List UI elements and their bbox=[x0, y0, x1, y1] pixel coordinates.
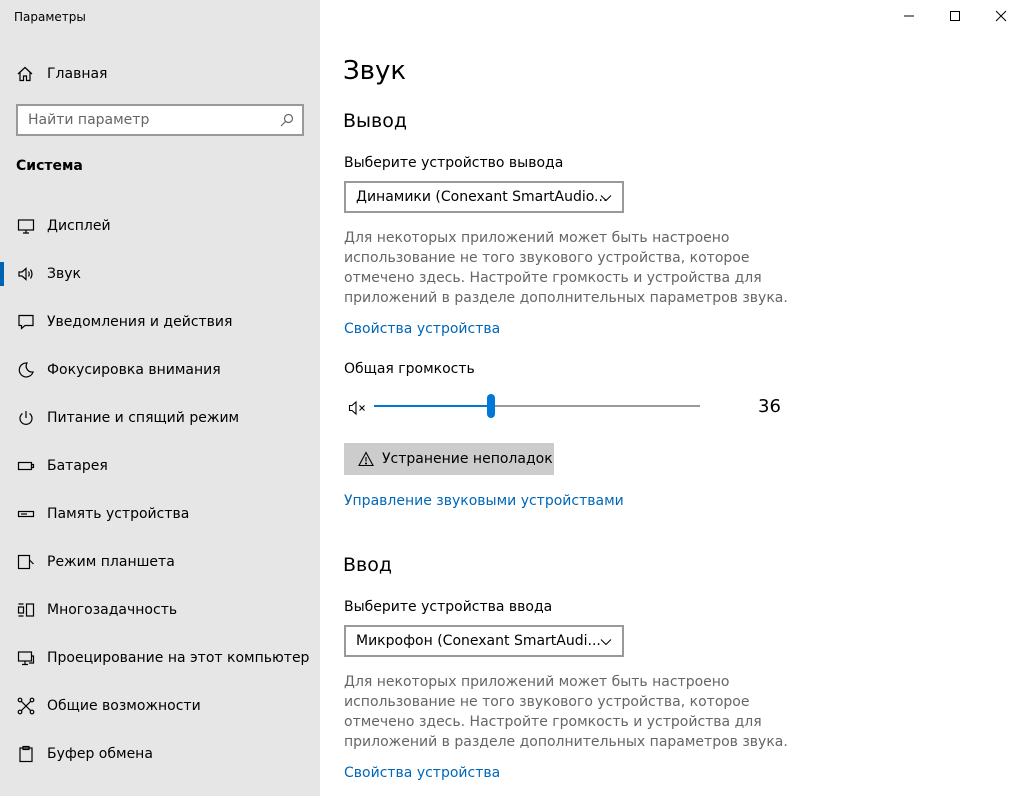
search-input[interactable] bbox=[18, 107, 268, 133]
output-device-dropdown[interactable] bbox=[344, 181, 624, 213]
volume-slider-fill bbox=[374, 405, 491, 407]
input-device-label: Выберите устройства ввода bbox=[344, 599, 553, 615]
sidebar-item-power[interactable] bbox=[0, 394, 320, 442]
sidebar-item-projecting[interactable] bbox=[0, 634, 320, 682]
multitasking-icon bbox=[17, 601, 35, 619]
sidebar-item-label: Проецирование на этот компьютер bbox=[47, 650, 310, 666]
sidebar-item-label: Память устройства bbox=[47, 506, 190, 522]
home-icon bbox=[16, 65, 34, 83]
sidebar-item-label: Режим планшета bbox=[47, 554, 175, 570]
page-title: Звук bbox=[343, 56, 407, 86]
search-box[interactable] bbox=[16, 104, 304, 136]
output-description: Для некоторых приложений может быть настроено использование не того звукового устройства, которое отмечено здесь. Настройте громкость и устройства для приложений в разделе дополнительных параметров звука. bbox=[344, 230, 788, 306]
volume-slider[interactable] bbox=[374, 394, 700, 420]
input-device-value: Микрофон (Conexant SmartAudi... bbox=[356, 633, 601, 649]
sidebar-item-storage[interactable] bbox=[0, 490, 320, 538]
sidebar-item-label: Общие возможности bbox=[47, 698, 201, 714]
sidebar-item-label: Фокусировка внимания bbox=[47, 362, 221, 378]
projecting-icon bbox=[17, 649, 35, 667]
sound-icon bbox=[17, 265, 35, 283]
app-title: Параметры bbox=[14, 10, 86, 24]
input-device-properties-link[interactable]: Свойства устройства bbox=[344, 765, 501, 781]
volume-label: Общая громкость bbox=[344, 361, 475, 377]
maximize-button[interactable] bbox=[932, 0, 978, 32]
speaker-muted-icon[interactable] bbox=[348, 399, 368, 417]
output-device-label: Выберите устройство вывода bbox=[344, 155, 564, 171]
sidebar-item-display[interactable] bbox=[0, 202, 320, 250]
shared-experiences-icon bbox=[17, 697, 35, 715]
sidebar-item-battery[interactable] bbox=[0, 442, 320, 490]
sidebar-item-sound[interactable] bbox=[0, 250, 320, 298]
sidebar-item-tablet-mode[interactable] bbox=[0, 538, 320, 586]
close-icon bbox=[995, 10, 1007, 22]
sidebar-item-label: Батарея bbox=[47, 458, 108, 474]
sidebar-item-focus-assist[interactable] bbox=[0, 346, 320, 394]
storage-icon bbox=[17, 505, 35, 523]
tablet-mode-icon bbox=[17, 553, 35, 571]
focus-assist-icon bbox=[17, 361, 35, 379]
sidebar-item-label: Многозадачность bbox=[47, 602, 178, 618]
sidebar-item-shared-experiences[interactable] bbox=[0, 682, 320, 730]
sidebar-item-home[interactable] bbox=[0, 58, 320, 90]
chevron-down-icon bbox=[600, 192, 612, 204]
close-button[interactable] bbox=[978, 0, 1019, 32]
sidebar-item-label: Дисплей bbox=[47, 218, 111, 234]
maximize-icon bbox=[949, 10, 961, 22]
sidebar-item-label: Буфер обмена bbox=[47, 746, 153, 762]
section-title: Система bbox=[16, 158, 83, 174]
sidebar-item-label: Уведомления и действия bbox=[47, 314, 233, 330]
sidebar-item-label: Главная bbox=[47, 66, 108, 82]
sidebar-item-label: Питание и спящий режим bbox=[47, 410, 240, 426]
sidebar-item-multitasking[interactable] bbox=[0, 586, 320, 634]
troubleshoot-label: Устранение неполадок bbox=[382, 451, 553, 467]
sidebar-item-label: Звук bbox=[47, 266, 81, 282]
sidebar-item-notifications[interactable] bbox=[0, 298, 320, 346]
input-device-dropdown[interactable] bbox=[344, 625, 624, 657]
power-icon bbox=[17, 409, 35, 427]
sidebar bbox=[0, 0, 320, 796]
troubleshoot-button[interactable] bbox=[344, 443, 554, 475]
minimize-icon bbox=[903, 10, 915, 22]
nav-list bbox=[0, 202, 320, 778]
output-device-value: Динамики (Conexant SmartAudio... bbox=[356, 189, 608, 205]
clipboard-icon bbox=[17, 745, 35, 763]
volume-value: 36 bbox=[758, 396, 781, 417]
search-icon[interactable] bbox=[280, 113, 294, 127]
display-icon bbox=[17, 217, 35, 235]
minimize-button[interactable] bbox=[886, 0, 932, 32]
manage-sound-devices-link[interactable]: Управление звуковыми устройствами bbox=[344, 493, 624, 509]
chevron-down-icon bbox=[600, 636, 612, 648]
volume-slider-thumb[interactable] bbox=[487, 394, 495, 418]
warning-icon bbox=[358, 451, 374, 467]
output-device-properties-link[interactable]: Свойства устройства bbox=[344, 321, 501, 337]
input-heading: Ввод bbox=[343, 554, 392, 576]
output-heading: Вывод bbox=[343, 110, 407, 132]
sidebar-item-clipboard[interactable] bbox=[0, 730, 320, 778]
input-description: Для некоторых приложений может быть настроено использование не того звукового устройства, которое отмечено здесь. Настройте громкость и устройства для приложений в разделе дополнительных параметров звука. bbox=[344, 674, 788, 750]
battery-icon bbox=[17, 457, 35, 475]
notifications-icon bbox=[17, 313, 35, 331]
